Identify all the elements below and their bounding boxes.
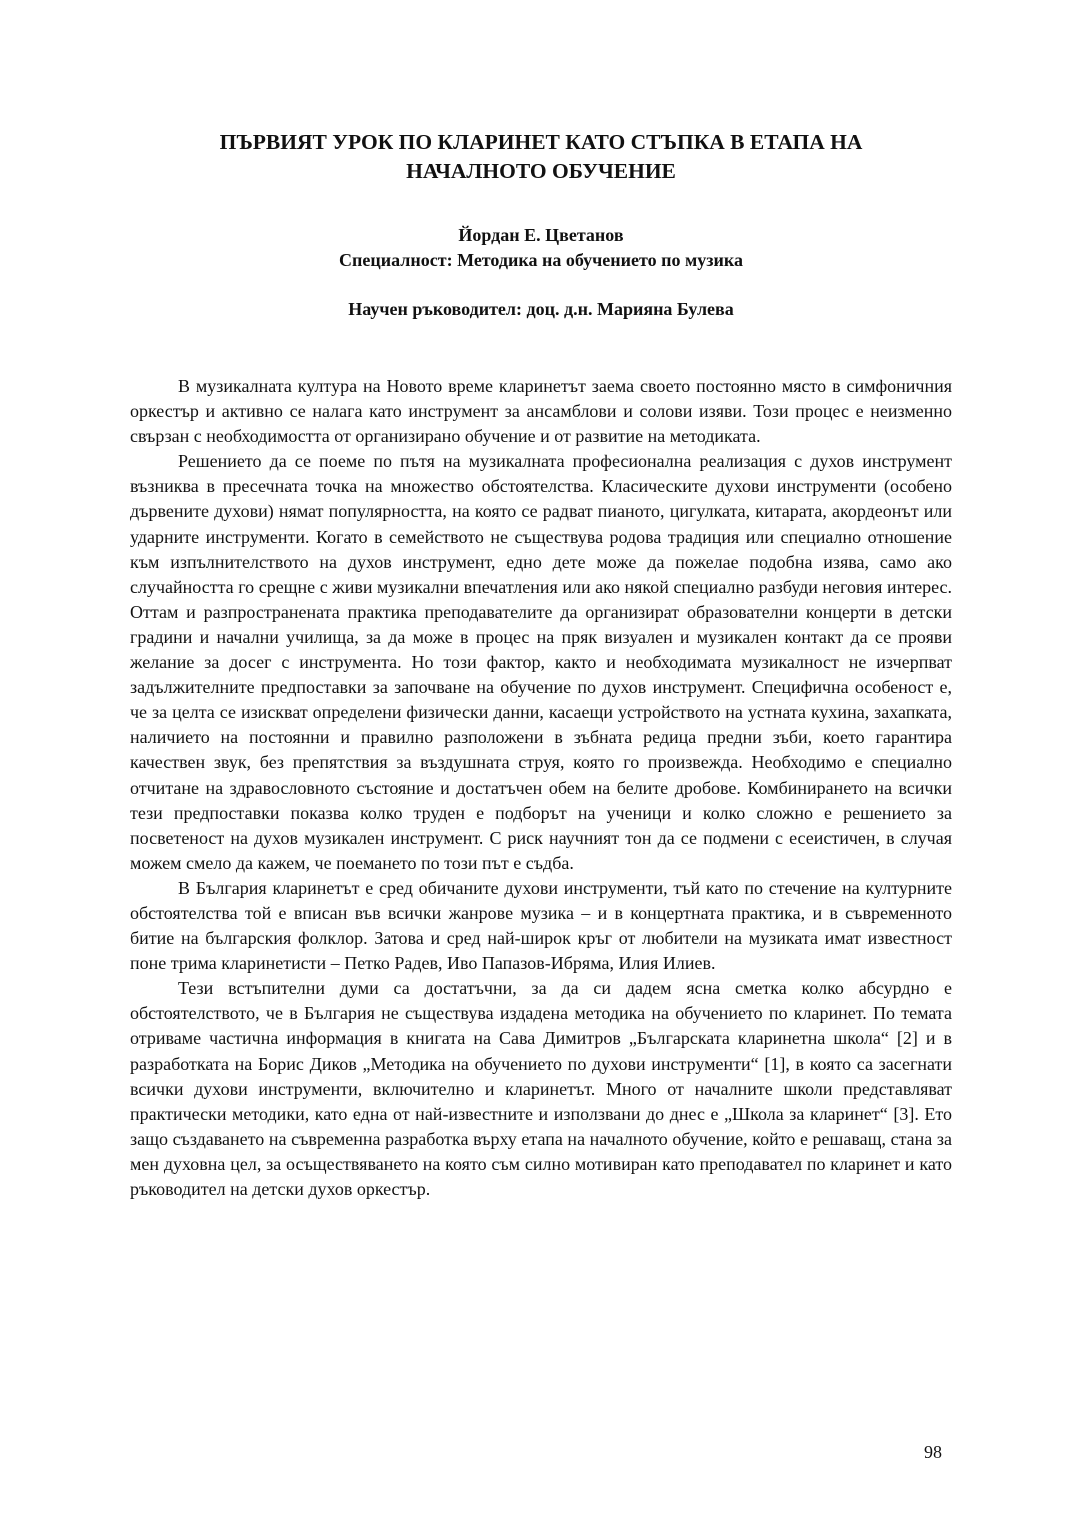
author-block [130,223,952,273]
scientific-advisor: Научен ръководител: доц. д.н. Марияна Булева [348,299,734,319]
author-name: Йордан Е. Цветанов [458,225,624,245]
paper-page [130,128,952,1202]
paragraph-2: Решението да се поеме по пътя на музикалната професионална реализация с духов инструмент възниква в пресечната точка на множество обстоятелства. Класическите духови инструменти (особено дървените духови) нямат популярността, на която се радват пианото, цигулката, китарата, акордеонът или ударните инструменти. Когато в семейството не съществува родова традиция или специално отношение към изпълнителството на духов инструмент, едно дете може да пожелае подобна изява, само ако случайността го срещне с живи музикални впечатления или ако някой специално разбуди неговия интерес. Оттам и разпространената практика преподавателите да организират образователни концерти в детски градини и начални училища, за да може в процес на пряк визуален и музикален контакт да се прояви желание за досег с инструмента. Но този фактор, както и необходимата музикалност не изчерпват задължителните предпоставки за започване на обучение по духов инструмент. Специфична особеност е, че за целта се изискват определени физически данни, касаещи устройството на устната кухина, захапката, наличието на постоянни и правилно разположени в зъбната редица предни зъби, което гарантира качествен звук, без препятствия за въздушната струя, която го произвежда. Необходимо е специално отчитане на здравословното състояние и достатъчен обем на белите дробове. Комбинирането на всички тези предпоставки показва колко труден е подборът на ученици и колко сложно е решението за посветеност на духов музикален инструмент. С риск научният тон да се подмени с есеистичен, в случая можем смело да кажем, че поемането по този път е съдба. [130,451,952,873]
body-text [130,374,952,1202]
paper-title [130,128,952,186]
page-number: 98 [924,1442,942,1462]
paper-title-line-2: НАЧАЛНОТО ОБУЧЕНИЕ [406,159,676,183]
paper-title-line-1: ПЪРВИЯТ УРОК ПО КЛАРИНЕТ КАТО СТЪПКА В ЕТАПА НА [219,130,863,154]
author-specialty: Специалност: Методика на обучението по музика [339,250,743,270]
paragraph-4: Тези встъпителни думи са достатъчни, за да си дадем ясна сметка колко абсурдно е обстоятелството, че в България не съществува издадена методика на обучението по кларинет. По темата отриваме частична информация в книгата на Сава Димитров „Българската кларинетна школа“ [2] и в разработката на Борис Диков „Методика на обучението по духови инструменти“ [1], в която са засегнати всички духови инструменти, включително и кларинетът. Много от началните школи представляват практически методики, като една от най-известните и използвани до днес е „Школа за кларинет“ [3]. Ето защо създаването на съвременна разработка върху етапа на началното обучение, който е решаващ, стана за мен духовна цел, за осъществяването на която съм силно мотивиран като преподавател по кларинет и като ръководител на детски духов оркестър. [130,978,952,1199]
paragraph-1: В музикалната култура на Новото време кларинетът заема своето постоянно място в симфоничния оркестър и активно се налага като инструмент за ансамблови и солови изяви. Този процес е неизменно свързан с необходимостта от организирано обучение и от развитие на методиката. [130,376,952,447]
paragraph-3: В България кларинетът е сред обичаните духови инструменти, тъй като по стечение на културните обстоятелства той е вписан във всички жанрове музика – и в концертната практика, и в съвременното битие на българския фолклор. Затова и сред най-широк кръг от любители на музиката имат известност поне трима кларинетисти – Петко Радев, Иво Папазов-Ибряма, Илия Илиев. [130,877,952,974]
